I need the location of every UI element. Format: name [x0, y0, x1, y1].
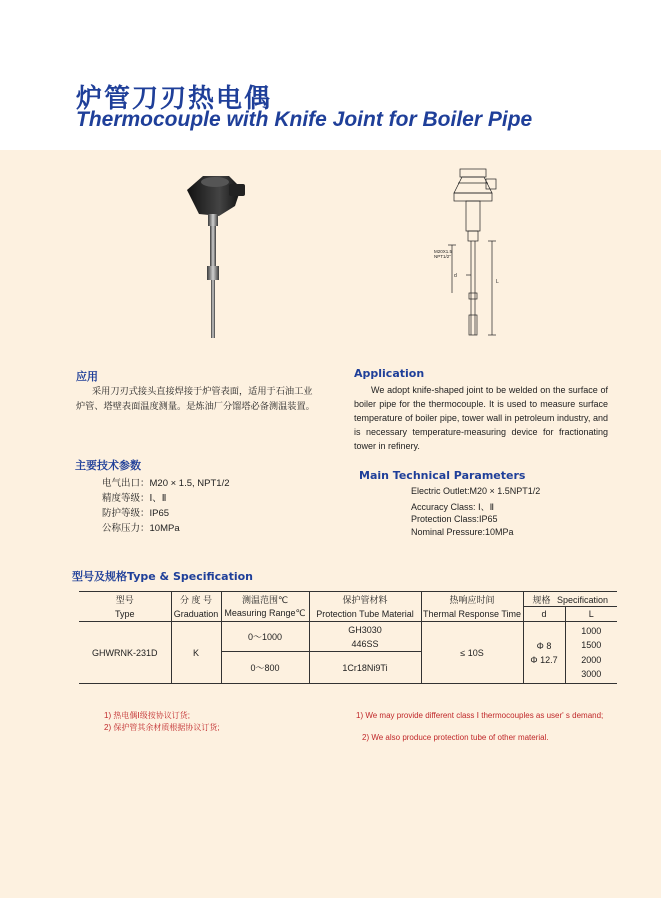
param-en-protection: Protection Class:IP65	[411, 514, 498, 524]
cell-L-3: 2000	[581, 654, 602, 665]
cell-range-1: 0～1000	[221, 622, 309, 652]
params-heading-en: Main Technical Parameters	[359, 469, 526, 482]
spec-heading: 型号及规格Type & Specification	[72, 570, 254, 583]
header-material-cn: 保护管材料	[309, 592, 421, 607]
cell-range-2: 0～800	[221, 652, 309, 684]
note-en-2: 2) We also produce protection tube of other material.	[362, 733, 549, 742]
application-text-en: We adopt knife-shaped joint to be welded on the surface of boiler pipe for the thermocouple. It is used to measure surface temperature of boiler pipe, tower wall in petroleum industry, and is necessary temperature-measuring device for fractionating tower in refinery.	[354, 385, 608, 451]
header-material-en: Protection Tube Material	[309, 607, 421, 622]
cell-material-1	[309, 622, 421, 652]
cell-d-1: Φ 8	[536, 640, 552, 651]
cell-graduation: K	[171, 622, 221, 684]
header-d: d	[523, 607, 565, 622]
cell-type: GHWRNK-231D	[79, 622, 171, 684]
param-en-accuracy: Accuracy Class: Ⅰ、Ⅱ	[411, 502, 495, 512]
note-en-1: 1) We may provide different class Ⅰ thermocouples as user' s demand;	[356, 711, 604, 720]
param-cn-accuracy: 精度等级：Ⅰ、Ⅱ	[102, 493, 167, 504]
cell-material-1a: GH3030	[348, 624, 382, 635]
cell-d-2: Φ 12.7	[530, 654, 558, 665]
param-cn-outlet: 电气出口：M20 × 1.5, NPT1/2	[102, 478, 230, 489]
param-en-pressure: Nominal Pressure:10MPa	[411, 527, 514, 537]
header-graduation-cn: 分 度 号	[171, 592, 221, 607]
cell-L	[565, 622, 617, 684]
application-heading-en: Application	[354, 367, 425, 380]
cell-material-1b: 446SS	[351, 638, 379, 649]
header-spec-cn: 规格	[532, 594, 551, 605]
application-heading-cn: 应用	[76, 370, 98, 383]
product-photo	[175, 168, 255, 338]
drawing-thread-label-1: M20X1.5	[434, 249, 453, 254]
technical-drawing	[432, 165, 512, 340]
note-cn-1: 1) 热电偶Ⅰ级按协议订货;	[104, 711, 190, 720]
header-response-cn: 热响应时间	[421, 592, 523, 607]
note-cn-2: 2) 保护管其余材质根据协议订货;	[104, 723, 220, 732]
header-range-en: Measuring Range℃	[221, 607, 309, 622]
header-L: L	[565, 607, 617, 622]
header-spec	[523, 592, 617, 607]
params-heading-cn: 主要技术参数	[75, 459, 141, 472]
header-type-cn: 型号	[115, 594, 134, 605]
cell-d	[523, 622, 565, 684]
application-text-cn-line2: 炉管、塔壁表面温度测量。是炼油厂分馏塔必备测温装置。	[76, 401, 315, 411]
param-en-outlet: Electric Outlet:M20 × 1.5NPT1/2	[411, 486, 541, 496]
drawing-thread-label-2: NPT1/2"	[434, 254, 451, 259]
header-type-en: Type	[114, 608, 135, 619]
cell-L-2: 1500	[581, 640, 602, 650]
header-range-cn: 测温范围℃	[221, 592, 309, 607]
drawing-dim-d: d	[454, 273, 457, 279]
spec-table	[79, 591, 617, 684]
cell-L-4: 3000	[581, 669, 602, 679]
cream-background	[0, 150, 661, 898]
title-chinese: 炉管刀刃热电偶	[76, 84, 273, 114]
header-graduation-en: Graduation	[171, 607, 221, 622]
cell-L-1: 1000	[581, 625, 602, 636]
header-spec-en: Specification	[557, 594, 609, 605]
param-cn-pressure: 公称压力：10MPa	[102, 523, 180, 534]
header-response-en: Thermal Response Time	[421, 607, 523, 622]
cell-response: ≤ 10S	[421, 622, 523, 684]
param-cn-protection: 防护等级：IP65	[102, 508, 170, 519]
drawing-dim-L: L	[496, 279, 499, 285]
title-english: Thermocouple with Knife Joint for Boiler Pipe	[76, 108, 533, 131]
cell-material-2: 1Cr18Ni9Ti	[309, 652, 421, 684]
application-text-cn-line1: 采用刀刃式接头直接焊接于炉管表面，适用于石油工业	[92, 386, 313, 396]
